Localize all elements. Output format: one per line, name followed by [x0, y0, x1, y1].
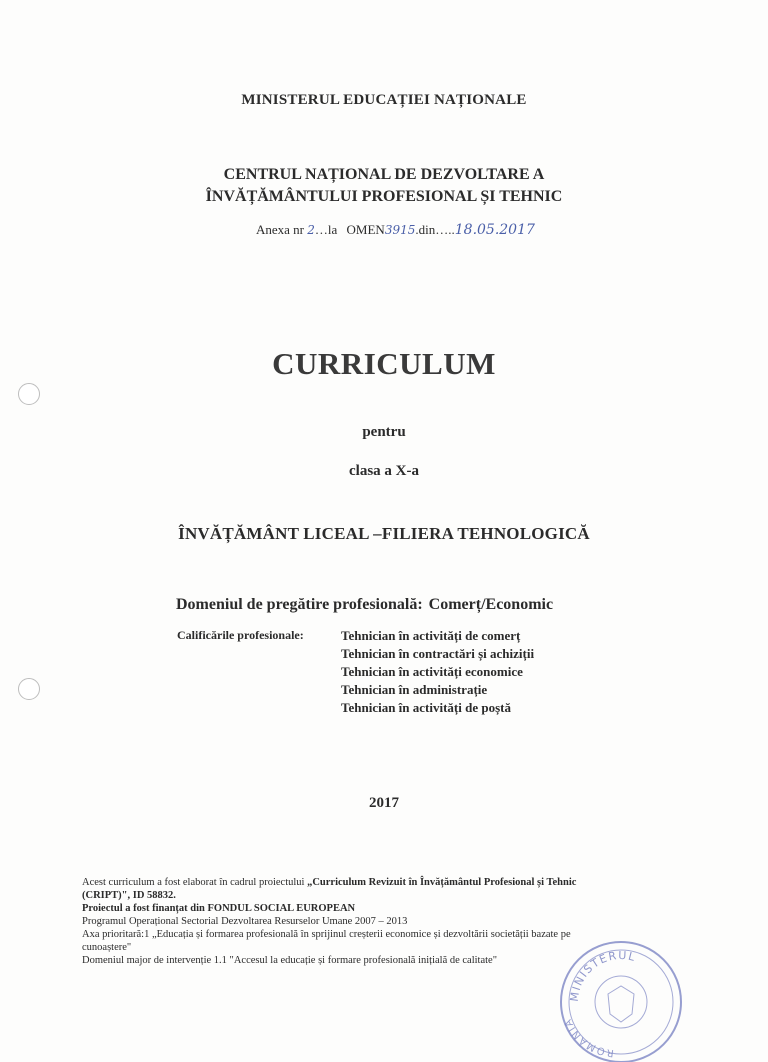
- calificare-item: Tehnician în activități economice: [341, 664, 523, 679]
- centru-heading: [0, 164, 768, 208]
- punch-hole-top: [18, 383, 40, 405]
- footer-line-1-text: Acest curriculum a fost elaborat în cadrul proiectului: [82, 877, 308, 888]
- calificari-list: [341, 627, 534, 717]
- anexa-number-handwritten: 2: [307, 223, 315, 237]
- liceal-heading: ÎNVĂȚĂMÂNT LICEAL –FILIERA TEHNOLOGICĂ: [178, 524, 590, 543]
- footer-line-1: [82, 876, 692, 889]
- stamp-left-text: ROMÂNIA: [562, 1016, 615, 1059]
- svg-text:MINISTERUL: [568, 949, 638, 1003]
- anexa-prefix: Anexa nr: [256, 222, 305, 237]
- calificare-item: Tehnician în activități de comerț: [341, 628, 521, 643]
- calificare-item: Tehnician în activități de poștă: [341, 700, 511, 715]
- anexa-din: din: [418, 222, 436, 237]
- omen-number-handwritten: 3915: [384, 223, 416, 237]
- domeniu-line: [176, 596, 553, 614]
- footer-project-name: „Curriculum Revizuit în Învățământul Profesional și Tehnic: [307, 877, 577, 888]
- document-title: CURRICULUM: [272, 346, 496, 381]
- calificare-item: Tehnician în administrație: [341, 682, 488, 697]
- calificari-label: Calificările profesionale:: [177, 628, 304, 642]
- calificare-item: Tehnician în contractări și achiziții: [341, 646, 535, 661]
- domeniu-label: Domeniul de pregătire profesională:: [176, 596, 423, 613]
- stamp-crest-icon: [595, 976, 647, 1028]
- footer-line-4: Programul Operațional Sectorial Dezvoltarea Resurselor Umane 2007 – 2013: [82, 916, 408, 927]
- official-stamp: [556, 932, 686, 1062]
- anexa-line: Anexa nr 2…la OMEN3915.din…..18.05.2017: [256, 222, 535, 238]
- ministry-heading: MINISTERUL EDUCAȚIEI NAȚIONALE: [241, 92, 527, 108]
- footer-line-5: Axa prioritară:1 „Educația și formarea profesională în sprijinul creșterii economice și dezvoltării societății bazate pe: [82, 929, 571, 940]
- omen-date-handwritten: 18.05.2017: [454, 222, 535, 238]
- punch-hole-bottom: [18, 678, 40, 700]
- domeniu-value: Comerț/Economic: [428, 596, 554, 613]
- footer-line-6: cunoaștere": [82, 942, 132, 953]
- anexa-la: la: [327, 222, 338, 237]
- document-year: 2017: [369, 795, 399, 811]
- centru-line-1: CENTRUL NAȚIONAL DE DEZVOLTARE A: [223, 166, 545, 183]
- footer-line-2: (CRIPT)", ID 58832.: [82, 890, 176, 901]
- centru-line-2: ÎNVĂȚĂMÂNTULUI PROFESIONAL ȘI TEHNIC: [205, 188, 563, 205]
- footer-line-7: Domeniul major de intervenție 1.1 "Accesul la educație și formare profesională inițială de calitate": [82, 955, 497, 966]
- clasa-text: clasa a X-a: [349, 463, 419, 479]
- pentru-text: pentru: [362, 424, 406, 440]
- stamp-top-text: MINISTERUL: [567, 948, 638, 1003]
- footer-line-3: Proiectul a fost finanțat din FONDUL SOCIAL EUROPEAN: [82, 903, 356, 914]
- anexa-omen: OMEN: [346, 222, 385, 237]
